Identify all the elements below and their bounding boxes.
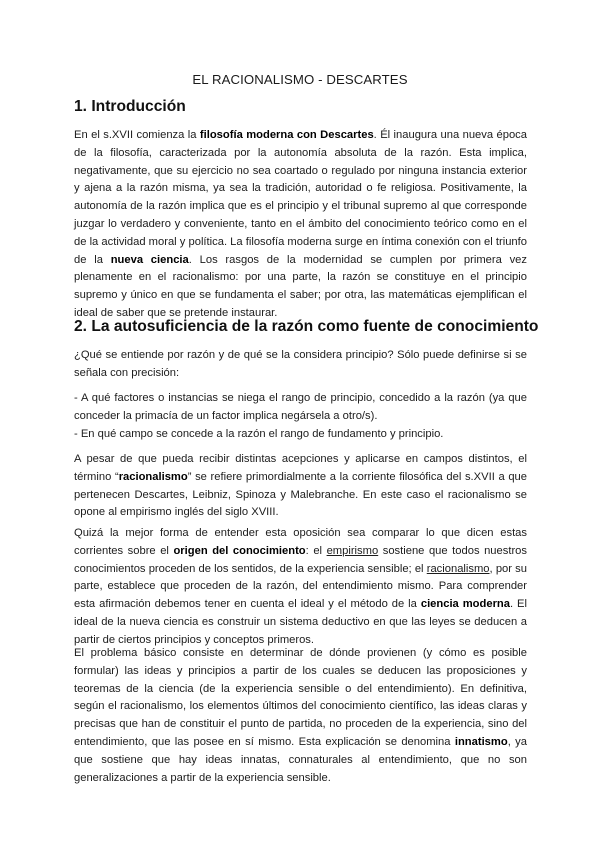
bold-filosofia-moderna: filosofía moderna con Descartes — [199, 129, 374, 141]
bold-racionalismo: racionalismo — [118, 470, 188, 483]
bold-origen-conocimiento: origen del conocimiento — [173, 544, 306, 557]
paragraph-origen-conocimiento: Quizá la mejor forma de entender esta oposición sea comparar lo que dicen estas corrientes sobre el origen del conocimiento: el empirismo sostiene que todos nuestros conocimientos proceden de los sentidos, de la experiencia sensible; el racionalismo, por su parte, establece que proceden de la razón, del entendimiento mismo. Para comprender esta afirmación debemos tener en cuenta el ideal y el método de la ciencia moderna. El ideal de la nueva ciencia es construir un sistema deductivo en que las leyes se deducen a partir de ciertos principios y conceptos primeros. — [74, 527, 528, 646]
paragraph-introduccion: En el s.XVII comienza la filosofía moderna con Descartes. Él inaugura una nueva época de la filosofía, caracterizada por la autonomía absoluta de la razón. Esta implica, negativamente, que su ejercicio no sea coartado o regulado por ninguna instancia exterior y ajena a la razón misma, ya sea la tradición, autoridad o fe religiosa. Positivamente, la autonomía de la razón implica que es el principio y el tribunal supremo al que corresponde juzgar lo verdadero y conveniente, tanto en el ámbito del conocimiento teórico como en el de la actividad moral y política. La filosofía moderna surge en íntima conexión con el triunfo de la nueva ciencia. Los rasgos de la modernidad se cumplen por primera vez plenamente en el racionalismo: por una parte, la razón se constituye en el principio supremo y único en que se fundamenta el saber; por otra, las matemáticas ejemplifican el ideal de saber que se pretende instaurar. — [74, 129, 527, 319]
list-item-factores: - A qué factores o instancias se niega el rango de principio, concedido a la razón (ya que conceder la primacía de un factor implica negársela a otro/s). — [74, 392, 527, 422]
document-title: EL RACIONALISMO - DESCARTES — [192, 72, 408, 87]
underline-empirismo: empirismo — [326, 544, 379, 557]
section-heading-autosuficiencia: 2. La autosuficiencia de la razón como fuente de conocimiento — [74, 318, 539, 335]
bold-innatismo: innatismo — [454, 735, 508, 748]
section-heading-introduccion: 1. Introducción — [74, 98, 186, 115]
paragraph-problema-basico: El problema básico consiste en determinar de dónde provienen (y cómo es posible formular) las ideas y principios a partir de los cuales se deducen las proposiciones y teoremas de la ciencia (de la experiencia sensible o del entendimiento). En definitiva, según el racionalismo, los elementos últimos del conocimiento científico, las ideas claras y precisas que han de constituir el punto de partida, no proceden de la experiencia, sino del entendimiento, que las posee en sí mismo. Esta explicación se denomina innatismo, ya que sostiene que hay ideas innatas, connaturales al entendimiento, que no son generalizaciones a partir de la experiencia sensible. — [74, 647, 527, 784]
underline-racionalismo: racionalismo — [426, 562, 490, 575]
bold-nueva-ciencia: nueva ciencia — [110, 253, 189, 266]
list-item-campo: - En qué campo se concede a la razón el rango de fundamento y principio. — [74, 428, 444, 440]
paragraph-racionalismo-termino: A pesar de que pueda recibir distintas acepciones y aplicarse en campos distintos, el término “racionalismo” se refiere primordialmente a la corriente filosófica del s.XVII a que pertenecen Descartes, Leibniz, Spinoza y Malebranche. En este caso el racionalismo se opone al empirismo inglés del siglo XVIII. — [74, 453, 527, 519]
bold-ciencia-moderna: ciencia moderna — [420, 598, 510, 611]
paragraph-question: ¿Qué se entiende por razón y de qué se la considera principio? Sólo puede definirse si se señala con precisión: — [74, 349, 527, 379]
